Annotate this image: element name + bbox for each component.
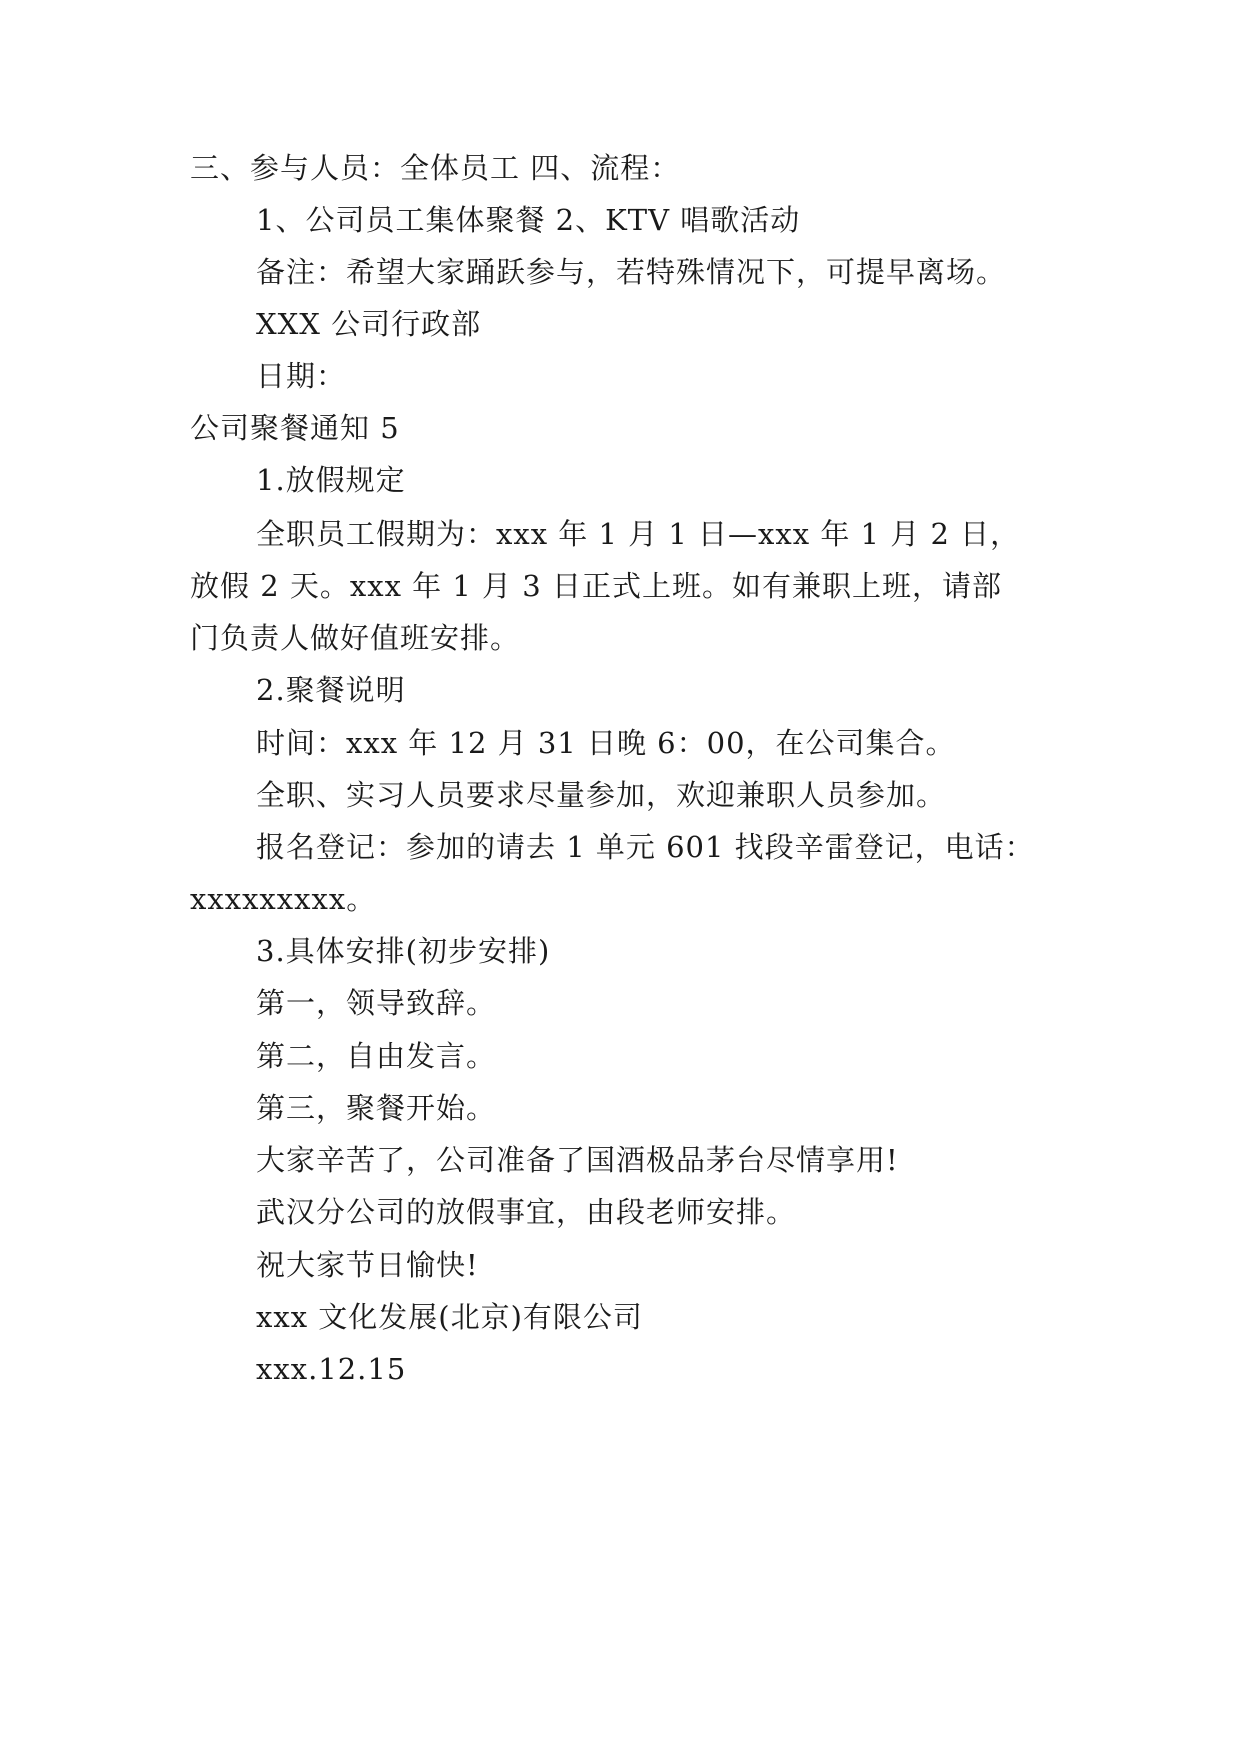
schedule-item-1: 第一，领导致辞。: [256, 986, 497, 1020]
date-line: 日期：: [256, 359, 347, 393]
heading-dinner-notes: 2.聚餐说明: [256, 673, 406, 707]
wuhan-branch-line: 武汉分公司的放假事宜，由段老师安排。: [256, 1195, 797, 1229]
holiday-paragraph-line-2: 放假 2 天。xxx 年 1 月 3 日正式上班。如有兼职上班，请部: [190, 569, 1002, 603]
schedule-item-3: 第三，聚餐开始。: [256, 1091, 497, 1125]
signature-date: xxx.12.15: [256, 1352, 407, 1386]
holiday-paragraph-line-3: 门负责人做好值班安排。: [190, 621, 521, 655]
attendance-line: 全职、实习人员要求尽量参加，欢迎兼职人员参加。: [256, 778, 947, 812]
section-participants-and-process: 三、参与人员：全体员工 四、流程：: [190, 151, 681, 185]
greeting-line: 祝大家节日愉快!: [256, 1248, 479, 1282]
phone-number-line: xxxxxxxxx。: [190, 882, 377, 916]
holiday-paragraph-line-1: 全职员工假期为：xxx 年 1 月 1 日—xxx 年 1 月 2 日，: [256, 517, 1021, 551]
heading-holiday-rules: 1.放假规定: [256, 463, 406, 497]
dinner-time-line: 时间：xxx 年 12 月 31 日晚 6：00，在公司集合。: [256, 726, 956, 760]
heading-schedule: 3.具体安排(初步安排): [256, 934, 551, 968]
schedule-item-2: 第二，自由发言。: [256, 1039, 497, 1073]
remark-line: 备注：希望大家踊跃参与，若特殊情况下，可提早离场。: [256, 255, 1007, 289]
process-steps: 1、公司员工集体聚餐 2、KTV 唱歌活动: [256, 203, 801, 237]
registration-line: 报名登记：参加的请去 1 单元 601 找段辛雷登记，电话：: [256, 830, 1035, 864]
department-signature: XXX 公司行政部: [256, 307, 482, 341]
company-signature: xxx 文化发展(北京)有限公司: [256, 1300, 643, 1334]
notice-title: 公司聚餐通知 5: [190, 411, 400, 445]
thanks-line: 大家辛苦了，公司准备了国酒极品茅台尽情享用!: [256, 1143, 899, 1177]
